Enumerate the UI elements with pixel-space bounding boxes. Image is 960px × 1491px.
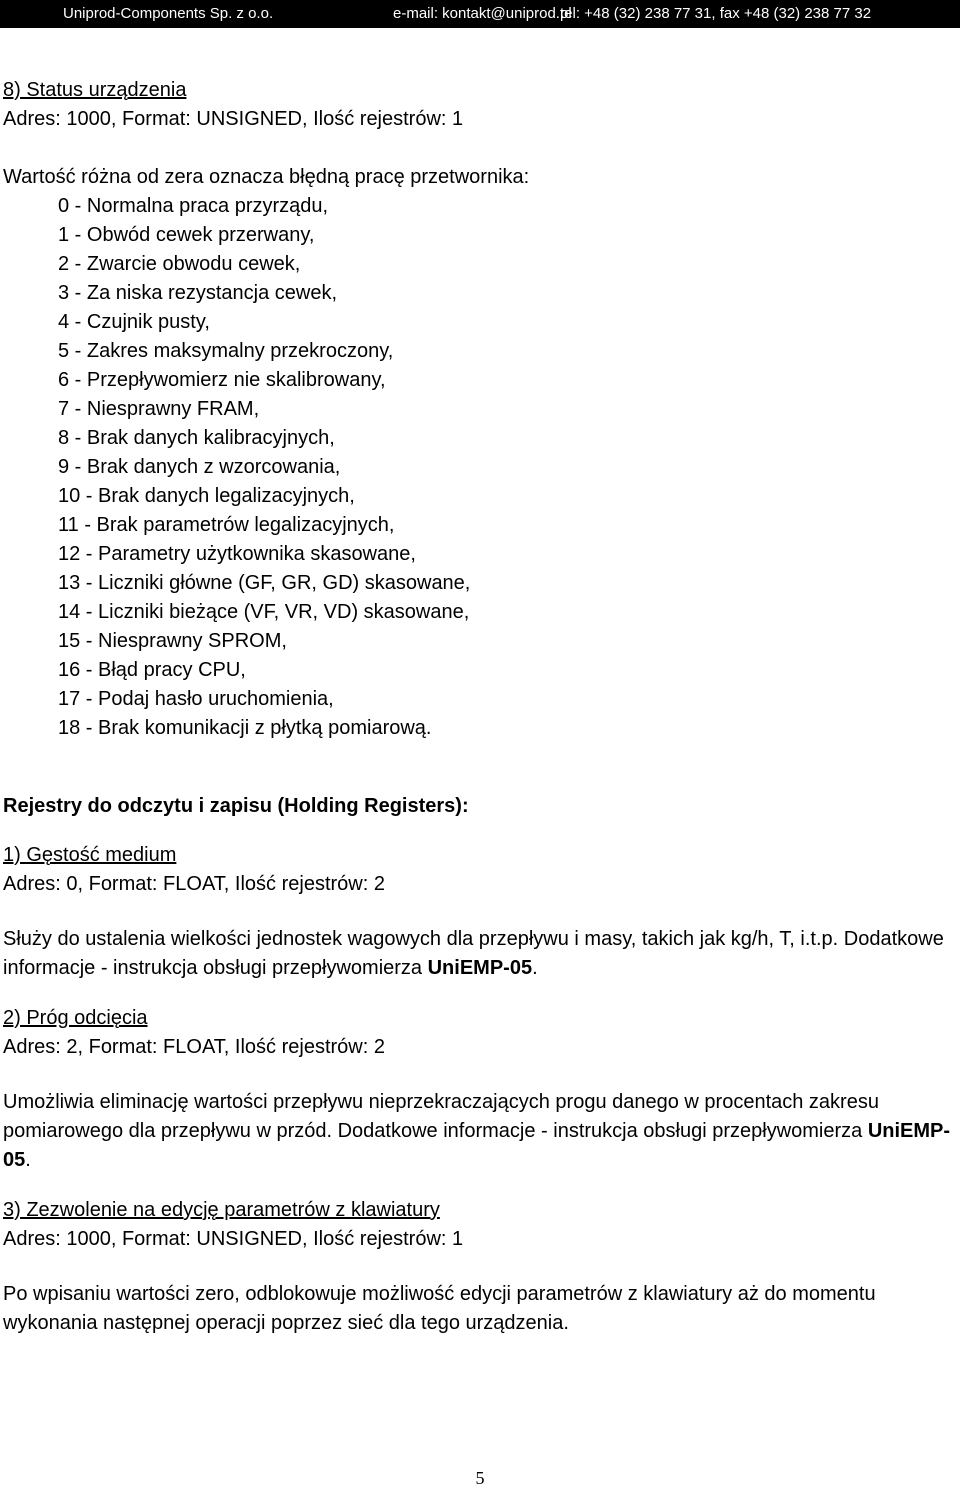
header-email: e-mail: kontakt@uniprod.pl [393, 5, 572, 22]
density-title: 1) Gęstość medium [3, 844, 177, 866]
product-name: UniEMP-05 [427, 957, 533, 979]
list-item: 10 - Brak danych legalizacyjnych, [58, 485, 355, 507]
list-item: 6 - Przepływomierz nie skalibrowany, [58, 369, 386, 391]
cutoff-address: Adres: 2, Format: FLOAT, Ilość rejestrów: 2 [3, 1036, 385, 1058]
density-address: Adres: 0, Format: FLOAT, Ilość rejestrów: 2 [3, 873, 385, 895]
page-number: 5 [475, 1468, 485, 1488]
status-codes-list [3, 192, 958, 743]
cutoff-description: Umożliwia eliminację wartości przepływu nieprzekraczających progu danego w procentach zakresu pomiarowego dla przepływu w przód. Dodatkowe informacje - instrukcja obsługi przepływomierza UniEMP-05. [3, 1091, 951, 1171]
list-item: 1 - Obwód cewek przerwany, [58, 224, 315, 246]
list-item: 7 - Niesprawny FRAM, [58, 398, 260, 420]
list-item: 15 - Niesprawny SPROM, [58, 630, 287, 652]
list-item: 16 - Błąd pracy CPU, [58, 659, 246, 681]
keyboard-edit-address: Adres: 1000, Format: UNSIGNED, Ilość rejestrów: 1 [3, 1228, 464, 1250]
list-item: 14 - Liczniki bieżące (VF, VR, VD) skasowane, [58, 601, 470, 623]
density-description: Służy do ustalenia wielkości jednostek wagowych dla przepływu i masy, takich jak kg/h, T, i.t.p. Dodatkowe informacje - instrukcja obsługi przepływomierza UniEMP-05. [3, 928, 944, 979]
list-item: 2 - Zwarcie obwodu cewek, [58, 253, 301, 275]
status-intro: Wartość różna od zera oznacza błędną pracę przetwornika: [3, 166, 530, 188]
cutoff-title: 2) Próg odcięcia [3, 1007, 148, 1029]
header-company: Uniprod-Components Sp. z o.o. [63, 5, 274, 22]
status-address: Adres: 1000, Format: UNSIGNED, Ilość rejestrów: 1 [3, 108, 464, 130]
holding-registers-heading: Rejestry do odczytu i zapisu (Holding Registers): [3, 795, 469, 817]
page-header [0, 0, 960, 28]
list-item: 0 - Normalna praca przyrządu, [58, 195, 329, 217]
status-title: 8) Status urządzenia [3, 79, 187, 101]
list-item: 12 - Parametry użytkownika skasowane, [58, 543, 416, 565]
list-item: 13 - Liczniki główne (GF, GR, GD) skasowane, [58, 572, 471, 594]
header-phone: tel: +48 (32) 238 77 31, fax +48 (32) 238 77 32 [560, 5, 872, 22]
product-name: UniEMP-05 [3, 1120, 951, 1171]
list-item: 3 - Za niska rezystancja cewek, [58, 282, 337, 304]
list-item: 17 - Podaj hasło uruchomienia, [58, 688, 334, 710]
list-item: 18 - Brak komunikacji z płytką pomiarową. [58, 717, 432, 739]
list-item: 8 - Brak danych kalibracyjnych, [58, 427, 335, 449]
list-item: 5 - Zakres maksymalny przekroczony, [58, 340, 394, 362]
list-item: 4 - Czujnik pusty, [58, 311, 210, 333]
list-item: 9 - Brak danych z wzorcowania, [58, 456, 341, 478]
keyboard-edit-title: 3) Zezwolenie na edycję parametrów z klawiatury [3, 1199, 440, 1221]
document-body [3, 76, 958, 1338]
list-item: 11 - Brak parametrów legalizacyjnych, [58, 514, 395, 536]
keyboard-edit-description: Po wpisaniu wartości zero, odblokowuje możliwość edycji parametrów z klawiatury aż do momentu wykonania następnej operacji poprzez sieć dla tego urządzenia. [3, 1283, 876, 1334]
